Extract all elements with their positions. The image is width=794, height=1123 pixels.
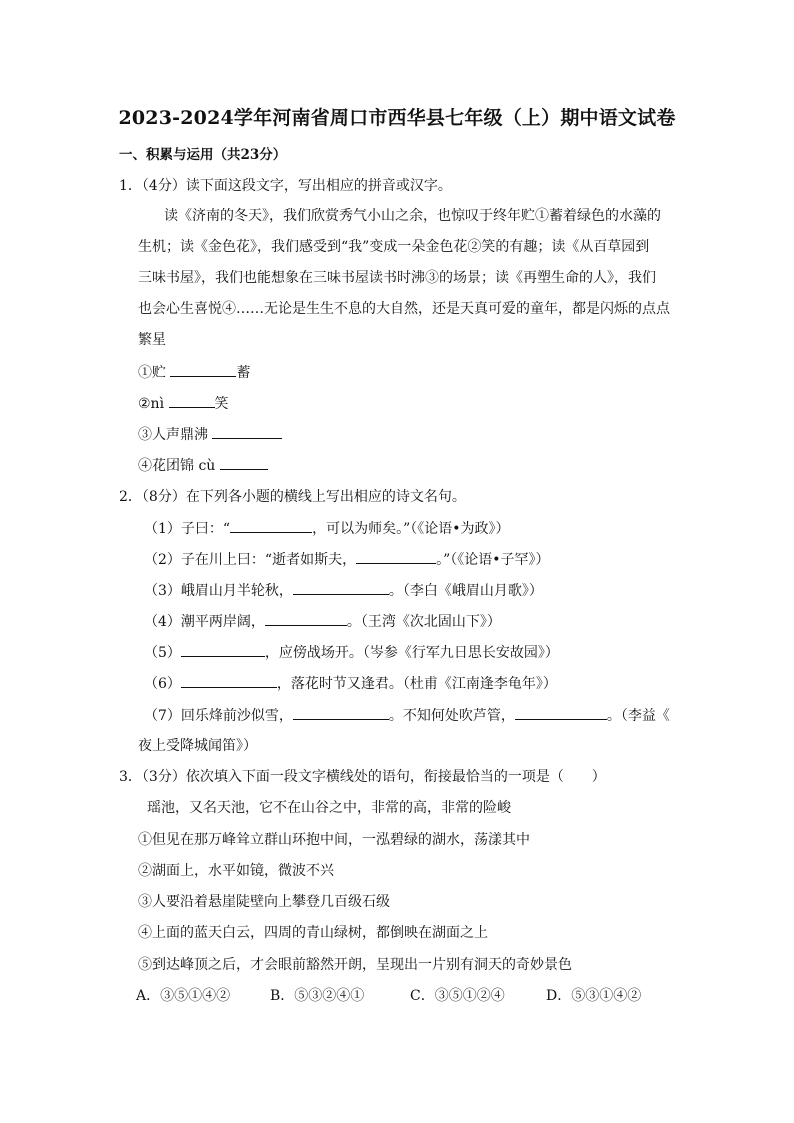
- q1-item-label: ①贮: [138, 365, 171, 381]
- answer-blank[interactable]: [220, 455, 268, 470]
- answer-blank[interactable]: [265, 611, 347, 626]
- answer-blank[interactable]: [181, 673, 277, 688]
- question-1-stem: 1．（4分）读下面这段文字，写出相应的拼音或汉字。: [119, 178, 452, 194]
- q1-item-label: ④花团锦 cù: [138, 458, 220, 474]
- q3-sentence: ⑤到达峰顶之后，才会眼前豁然开朗，呈现出一片别有洞天的奇妙景色: [138, 957, 572, 973]
- q2-item-3: [144, 580, 543, 601]
- q3-sentence: ②湖面上，水平如镜，微波不兴: [138, 863, 334, 879]
- answer-blank[interactable]: [356, 549, 436, 564]
- q1-item-label: ②nì: [138, 396, 169, 412]
- page-title: 2023-2024学年河南省周口市西华县七年级（上）期中语文试卷: [118, 107, 676, 129]
- q2-item-2: [144, 549, 550, 570]
- q1-passage-line: 繁星: [138, 332, 166, 348]
- answer-blank[interactable]: [170, 362, 236, 377]
- question-2-stem: 2．（8分）在下列各小题的横线上写出相应的诗文名句。: [119, 489, 466, 505]
- q1-passage-line: 也会心生喜悦④……无论是生生不息的大自然，还是天真可爱的童年，都是闪烁的点点: [138, 301, 670, 317]
- option-a[interactable]: A．③⑤①④②: [136, 988, 231, 1004]
- answer-blank[interactable]: [230, 518, 312, 533]
- q2-item-text: ，落花时节又逢君。（杜甫《江南逢李龟年》）: [276, 676, 557, 692]
- q2-item-text: （6）: [144, 676, 181, 692]
- option-c[interactable]: C．③⑤①②④: [410, 988, 505, 1004]
- answer-blank[interactable]: [212, 424, 282, 439]
- option-d[interactable]: D．⑤③①④②: [546, 988, 642, 1004]
- q1-item-4: [138, 455, 268, 476]
- q1-item-suffix: 笑: [214, 396, 229, 412]
- q2-item-text: ，应傍战场开。（岑参《行军九日思长安故园》）: [264, 645, 559, 661]
- q2-item-text: （7）回乐烽前沙似雪，: [144, 708, 293, 724]
- question-3-stem: 3．（3分）依次填入下面一段文字横线处的语句，衔接最恰当的一项是（ ）: [119, 769, 606, 785]
- q2-item-text: （1）子曰：“: [144, 521, 231, 537]
- q2-item-text: （4）潮平两岸阔，: [144, 614, 265, 630]
- answer-blank[interactable]: [169, 393, 215, 408]
- q2-item-text: 。不知何处吹芦管，: [388, 708, 515, 724]
- q2-item-7-cont: 夜上受降城闻笛》）: [138, 738, 257, 754]
- q1-item-3: [138, 424, 282, 445]
- answer-blank[interactable]: [515, 705, 607, 720]
- q2-item-text: （2）子在川上曰：“逝者如斯夫，: [144, 552, 357, 568]
- q2-item-text: 。（李白《峨眉山月歌》）: [388, 583, 543, 599]
- section-heading: 一、积累与运用（共23分）: [119, 147, 287, 163]
- q3-sentence: ④上面的蓝天白云，四周的青山绿树，都倒映在湖面之上: [138, 925, 488, 941]
- q2-item-7: [144, 705, 670, 726]
- q2-item-text: 。”（《论语•子罕》）: [436, 552, 550, 568]
- q1-passage-line: 读《济南的冬天》，我们欣赏秀气小山之余，也惊叹于终年贮①蓄着绿色的水藻的: [164, 208, 661, 224]
- q3-sentence: ③人要沿着悬崖陡壁向上攀登几百级石级: [138, 894, 390, 910]
- q3-sentence: ①但见在那万峰耸立群山环抱中间，一泓碧绿的湖水，荡漾其中: [138, 832, 530, 848]
- q2-item-text: （5）: [144, 645, 181, 661]
- q2-item-6: [144, 673, 557, 694]
- answer-blank[interactable]: [293, 580, 389, 595]
- q2-item-text: 。（王湾《次北固山下》）: [346, 614, 501, 630]
- q1-item-suffix: 蓄: [236, 365, 251, 381]
- q2-item-1: [144, 518, 510, 539]
- option-b[interactable]: B．⑤③②④①: [270, 988, 365, 1004]
- q1-passage-line: 生机；读《金色花》，我们感受到“我”变成一朵金色花②笑的有趣；读《从百草园到: [138, 239, 650, 255]
- q1-item-1: [138, 362, 250, 383]
- q2-item-text: 。（李益《: [606, 708, 670, 724]
- q1-passage-line: 三味书屋》，我们也能想象在三味书屋读书时沸③的场景；读《再塑生命的人》，我们: [138, 270, 656, 286]
- answer-blank[interactable]: [181, 642, 265, 657]
- q1-item-label: ③人声鼎沸: [138, 427, 213, 443]
- q3-lead: 瑶池，又名天池，它不在山谷之中，非常的高，非常的险峻: [147, 800, 511, 816]
- q2-item-4: [144, 611, 501, 632]
- q1-item-2: [138, 393, 229, 414]
- answer-blank[interactable]: [293, 705, 389, 720]
- q2-item-text: （3）峨眉山月半轮秋，: [144, 583, 293, 599]
- q3-options: [136, 986, 641, 1006]
- q2-item-5: [144, 642, 559, 663]
- q2-item-text: ，可以为师矣。”（《论语•为政》）: [312, 521, 510, 537]
